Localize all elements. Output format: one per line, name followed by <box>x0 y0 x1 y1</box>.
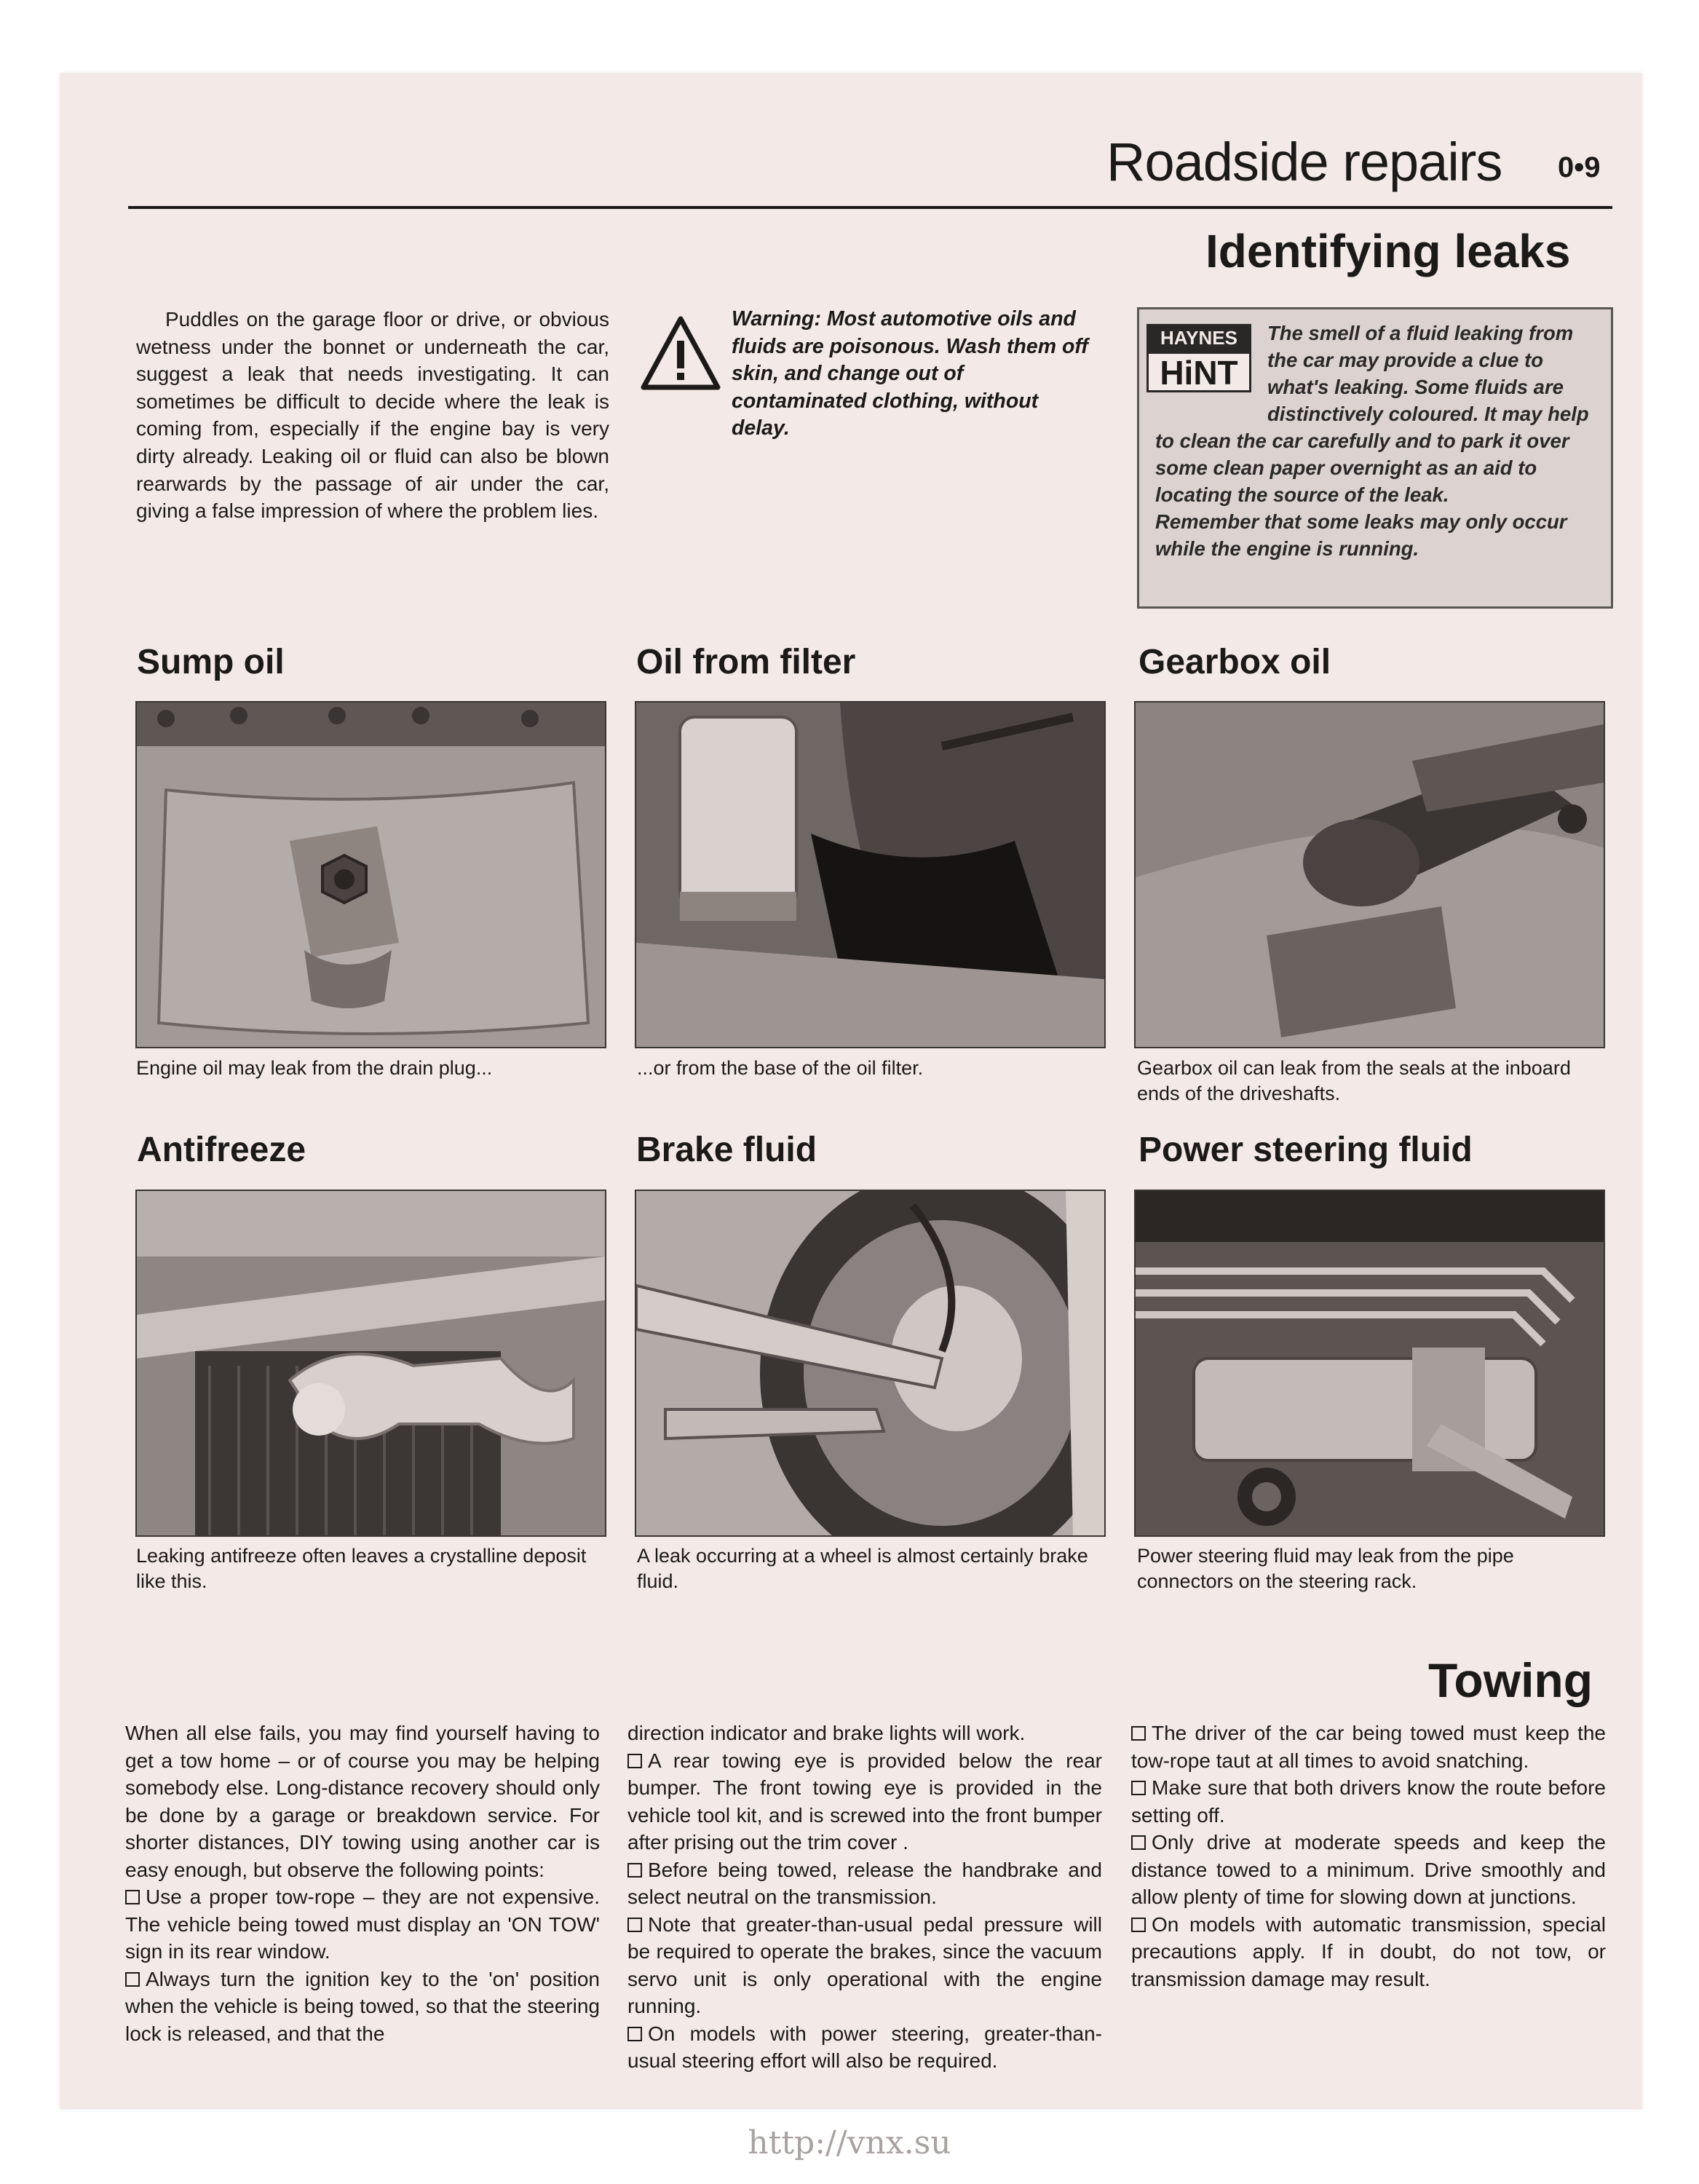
header-rule <box>128 206 1612 209</box>
checkbox-icon <box>627 2027 642 2041</box>
checkbox-icon <box>125 1972 140 1987</box>
towing-intro: When all else fails, you may find yourself having to get a tow home – or of course you may be helping somebody else. Long-distance recovery should only be done by a garage or breakdown service. For shorter distances, DIY towing using another car is easy enough, but observe the following points: <box>125 1722 600 1881</box>
chapter-title: Roadside repairs <box>1106 132 1502 192</box>
checkbox-icon <box>627 1863 642 1878</box>
warning-triangle-icon <box>641 314 721 395</box>
photo-brake-fluid <box>635 1190 1106 1537</box>
hint-text-note: Remember that some leaks may only occur while the engine is running. <box>1155 510 1567 560</box>
checkbox-icon <box>1131 1835 1146 1850</box>
photo-oil-filter <box>635 701 1106 1048</box>
photo-title-brake-fluid: Brake fluid <box>636 1131 817 1169</box>
towing-point: On models with automatic transmission, special precautions apply. If in doubt, do not tow, or transmission damage may result. <box>1131 1912 1606 1990</box>
photo-antifreeze <box>135 1190 606 1537</box>
photo-title-power-steering: Power steering fluid <box>1138 1131 1473 1169</box>
towing-point: Before being towed, release the handbrake and select neutral on the transmission. <box>627 1858 1102 1908</box>
footer-url: http://vnx.su <box>748 2124 951 2161</box>
towing-point: Use a proper tow-rope – they are not expensive. The vehicle being towed must display an 'ON TOW' sign in its rear window. <box>125 1886 600 1963</box>
towing-point: Only drive at moderate speeds and keep the distance towed to a minimum. Drive smoothly and allow plenty of time for slowing down at junctions. <box>1131 1831 1606 1908</box>
warning-text: Warning: Most automotive oils and fluids are poisonous. Wash them off skin, and change out of contaminated clothing, without delay. <box>732 307 1088 440</box>
towing-point: Make sure that both drivers know the route before setting off. <box>1131 1776 1606 1827</box>
caption-oil-filter: ...or from the base of the oil filter. <box>637 1057 924 1079</box>
photo-gearbox-oil <box>1134 701 1605 1048</box>
hint-text <box>1155 320 1601 562</box>
intro-paragraph: Puddles on the garage floor or drive, or obvious wetness under the bonnet or underneath the car, suggest a leak that needs investigating. It can sometimes be difficult to decide where the leak is coming from, especially if the engine bay is very dirty already. Leaking oil or fluid can also be blown rearwards by the passage of air under the car, giving a false impression of where the problem lies. <box>136 308 609 523</box>
towing-point: The driver of the car being towed must keep the tow-rope taut at all times to avoid snatching. <box>1131 1722 1606 1772</box>
section-title: Identifying leaks <box>1205 225 1571 277</box>
hint-label: HiNT <box>1146 352 1251 392</box>
page-number: 0•9 <box>1558 151 1601 183</box>
photo-sump-oil <box>135 701 606 1048</box>
checkbox-icon <box>627 1918 642 1932</box>
towing-point: On models with power steering, greater-than-usual steering effort will also be required. <box>627 2022 1102 2072</box>
haynes-hint-box <box>1137 307 1613 609</box>
towing-continuation: direction indicator and brake lights will work. <box>627 1722 1026 1744</box>
checkbox-icon <box>125 1890 140 1904</box>
towing-point: Note that greater-than-usual pedal pressure will be required to operate the brakes, since the vacuum servo unit is only operational with the engine running. <box>627 1912 1102 2017</box>
photo-title-sump-oil: Sump oil <box>137 643 285 681</box>
towing-point: Always turn the ignition key to the 'on' position when the vehicle is being towed, so that the steering lock is released, and that the <box>125 1967 600 2045</box>
caption-brake-fluid: A leak occurring at a wheel is almost certainly brake fluid. <box>637 1545 1088 1592</box>
checkbox-icon <box>1131 1918 1146 1932</box>
hint-text-main: The smell of a fluid leaking from the car may provide a clue to what's leaking. Some fluids are distinctively coloured. It may help to clean the car carefully and to park it over some clean paper overnight as an aid to locating the source of the leak. <box>1155 322 1589 506</box>
caption-antifreeze: Leaking antifreeze often leaves a crystalline deposit like this. <box>136 1545 587 1592</box>
checkbox-icon <box>1131 1726 1146 1741</box>
towing-title: Towing <box>1428 1653 1593 1707</box>
photo-title-antifreeze: Antifreeze <box>137 1131 306 1169</box>
photo-power-steering <box>1134 1190 1605 1537</box>
haynes-label: HAYNES <box>1146 324 1251 352</box>
checkbox-icon <box>627 1754 642 1768</box>
caption-power-steering: Power steering fluid may leak from the pipe connectors on the steering rack. <box>1137 1545 1514 1592</box>
towing-column-3 <box>1131 1720 1606 1993</box>
caption-gearbox-oil: Gearbox oil can leak from the seals at the inboard ends of the driveshafts. <box>1137 1057 1571 1104</box>
checkbox-icon <box>1131 1781 1146 1795</box>
towing-column-1 <box>125 1720 600 2047</box>
towing-column-2 <box>627 1720 1102 2075</box>
towing-point: A rear towing eye is provided below the rear bumper. The front towing eye is provided in the vehicle tool kit, and is screwed into the front bumper after prising out the trim cover . <box>627 1749 1102 1853</box>
photo-title-gearbox-oil: Gearbox oil <box>1138 643 1331 681</box>
caption-sump-oil: Engine oil may leak from the drain plug... <box>136 1057 493 1079</box>
photo-title-oil-filter: Oil from filter <box>636 643 856 681</box>
